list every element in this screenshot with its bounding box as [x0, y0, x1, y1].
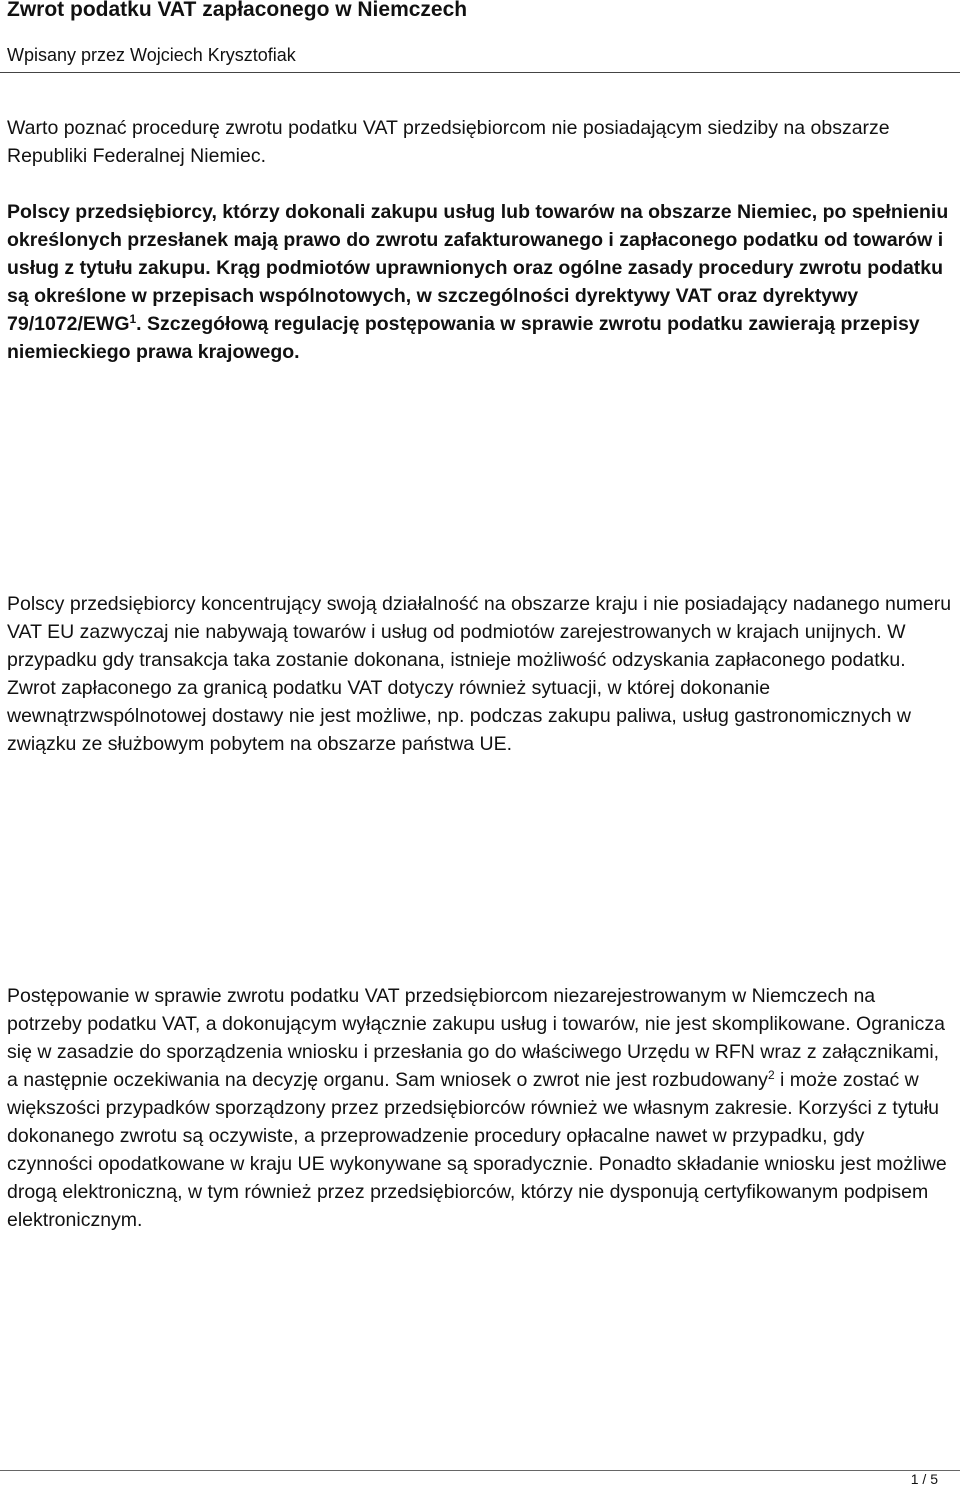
article-title: Zwrot podatku VAT zapłaconego w Niemczech [7, 0, 468, 21]
lead-text-part-2: . Szczegółową regulację postępowania w sprawie zwrotu podatku zawierają przepisy niemieckiego prawa krajowego. [7, 313, 920, 363]
body-paragraph-2-part-2: i może zostać w większości przypadków sporządzony przez przedsiębiorców również we własnym zakresie. Korzyści z tytułu dokonanego zwrotu są oczywiste, a przeprowadzenie procedury opłacalne nawet w przypadku, gdy czynności opodatkowane w kraju UE wykonywane są sporadycznie. Ponadto składanie wniosku jest możliwe drogą elektroniczną, w tym również przez przedsiębiorców, którzy nie dysponują certyfikowanym podpisem elektronicznym. [7, 1069, 947, 1231]
body-paragraph-1: Polscy przedsiębiorcy koncentrujący swoją działalność na obszarze kraju i nie posiadający nadanego numeru VAT EU zazwyczaj nie nabywają towarów i usług od podmiotów zarejestrowanych w krajach unijnych. W przypadku gdy transakcja taka zostanie dokonana, istnieje możliwość odzyskania zapłaconego podatku. Zwrot zapłaconego za granicą podatku VAT dotyczy również sytuacji, w której dokonanie wewnątrzwspólnotowej dostawy nie jest możliwe, np. podczas zakupu paliwa, usług gastronomicznych w związku ze służbowym pobytem na obszarze państwa UE. [7, 593, 952, 755]
page-number: 1 / 5 [910, 1471, 938, 1487]
bold-lead-paragraph [7, 198, 955, 366]
footnote-ref-2: 2 [767, 1068, 775, 1082]
intro-paragraph: Warto poznać procedurę zwrotu podatku VAT przedsiębiorcom nie posiadającym siedziby na obszarze Republiki Federalnej Niemiec. [7, 117, 890, 167]
footer-divider [0, 1470, 960, 1471]
header-divider [0, 72, 960, 73]
footnote-ref-1: 1 [129, 312, 137, 326]
body-paragraph-2-part-1: Postępowanie w sprawie zwrotu podatku VAT przedsiębiorcom niezarejestrowanym w Niemczech na potrzeby podatku VAT, a dokonującym wyłącznie zakupu usług i towarów, nie jest skomplikowane. Ogranicza się w zasadzie do sporządzenia wniosku i przesłania go do właściwego Urzędu w RFN wraz z załącznikami, a następnie oczekiwania na decyzję organu. Sam wniosek o zwrot nie jest rozbudowany [7, 985, 945, 1091]
lead-text-part-1: Polscy przedsiębiorcy, którzy dokonali zakupu usług lub towarów na obszarze Niemiec, po spełnieniu określonych przesłanek mają prawo do zwrotu zafakturowanego i zapłaconego podatku od towarów i usług z tytułu zakupu. Krąg podmiotów uprawnionych oraz ogólne zasady procedury zwrotu podatku są określone w przepisach wspólnotowych, w szczególności dyrektywy VAT oraz dyrektywy 79/1072/EWG [7, 201, 949, 335]
author-line: Wpisany przez Wojciech Krysztofiak [7, 45, 296, 65]
body-paragraph-2 [7, 982, 955, 1234]
